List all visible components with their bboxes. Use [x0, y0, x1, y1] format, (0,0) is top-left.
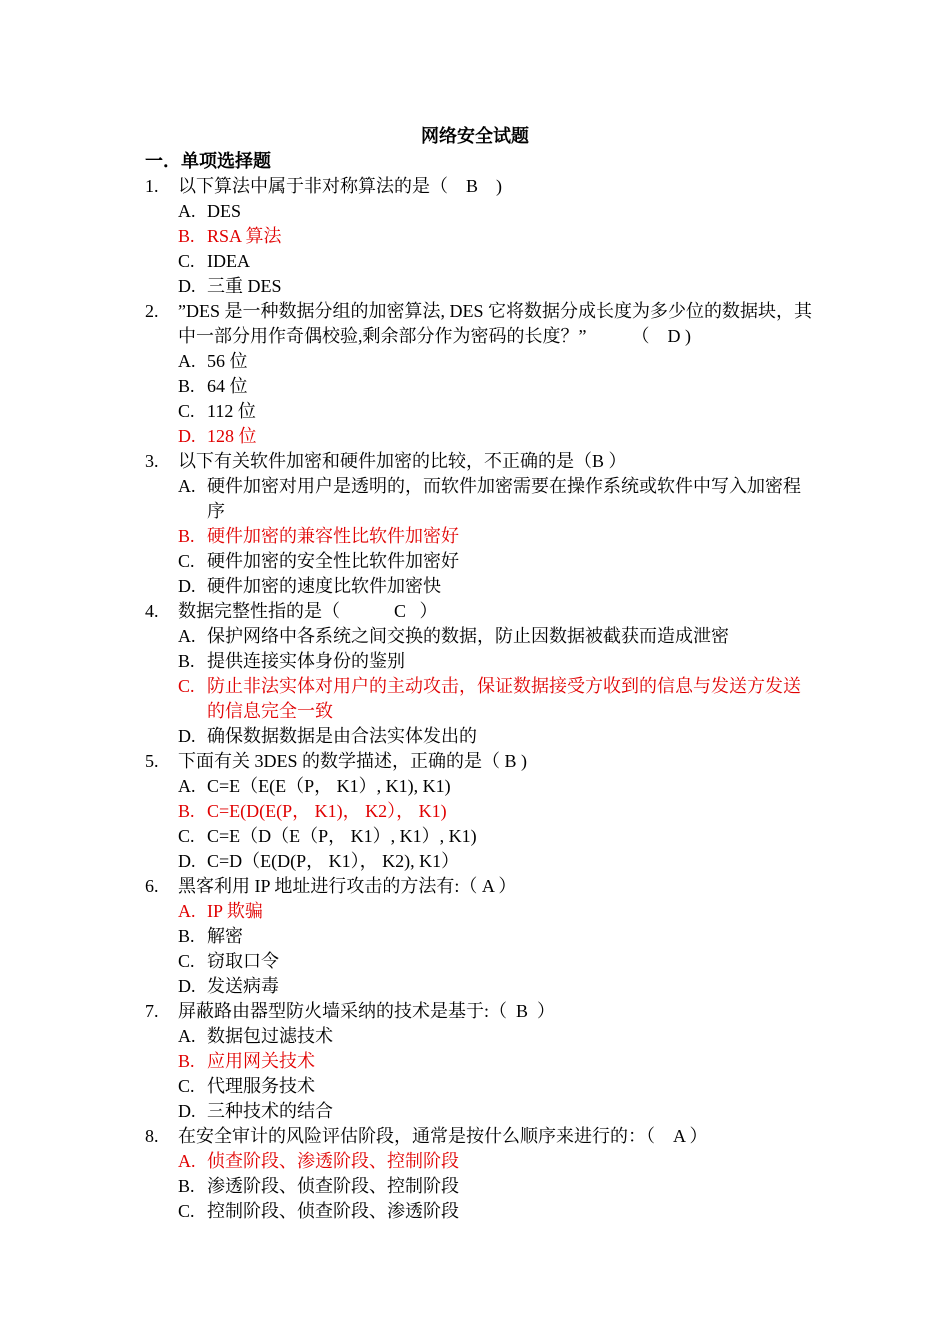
option-item	[145, 624, 815, 649]
option-text: 发送病毒	[207, 976, 279, 996]
option-text: 提供连接实体身份的鉴别	[207, 651, 405, 671]
question-number: 4.	[145, 601, 159, 621]
option-text: IDEA	[207, 251, 250, 271]
option-letter: A.	[178, 1151, 196, 1171]
option-text: 代理服务技术	[207, 1076, 315, 1096]
option-letter: B.	[178, 526, 195, 546]
option-text: 硬件加密的兼容性比软件加密好	[207, 526, 459, 546]
option-letter: B.	[178, 1176, 195, 1196]
question-item	[145, 299, 815, 349]
question-number: 7.	[145, 1001, 159, 1021]
option-item	[145, 774, 815, 799]
question-item	[145, 749, 815, 774]
section-heading: 一．单项选择题	[145, 151, 271, 171]
question-text: 在安全审计的风险评估阶段，通常是按什么顺序来进行的：（ A ）	[178, 1126, 708, 1146]
question-text: 以下算法中属于非对称算法的是（ B )	[178, 176, 502, 196]
option-item	[145, 199, 815, 224]
option-letter: B.	[178, 651, 195, 671]
option-letter: D.	[178, 1101, 196, 1121]
option-text: 数据包过滤技术	[207, 1026, 333, 1046]
option-item-correct	[145, 674, 815, 724]
option-text: 64 位	[207, 376, 248, 396]
option-item-correct	[145, 799, 815, 824]
option-letter: B.	[178, 1051, 195, 1071]
option-letter: C.	[178, 1076, 195, 1096]
option-text: 防止非法实体对用户的主动攻击，保证数据接受方收到的信息与发送方发送的信息完全一致	[207, 676, 801, 721]
option-letter: D.	[178, 726, 196, 746]
option-text: 三重 DES	[207, 276, 282, 296]
option-text: 保护网络中各系统之间交换的数据，防止因数据被截获而造成泄密	[207, 626, 729, 646]
option-letter: A.	[178, 776, 196, 796]
option-letter: B.	[178, 926, 195, 946]
option-text: 硬件加密的速度比软件加密快	[207, 576, 441, 596]
option-text: 窃取口令	[207, 951, 279, 971]
option-text: 硬件加密对用户是透明的，而软件加密需要在操作系统或软件中写入加密程序	[207, 476, 801, 521]
option-item	[145, 649, 815, 674]
option-letter: D.	[178, 976, 196, 996]
option-text: 控制阶段、侦查阶段、渗透阶段	[207, 1201, 459, 1221]
question-text: 数据完整性指的是（ C ）	[178, 601, 438, 621]
question-item	[145, 599, 815, 624]
question-text: 屏蔽路由器型防火墙采纳的技术是基于:（ B ）	[178, 1001, 556, 1021]
option-item	[145, 824, 815, 849]
question-number: 1.	[145, 176, 159, 196]
option-item-correct	[145, 224, 815, 249]
option-item	[145, 974, 815, 999]
option-item	[145, 249, 815, 274]
option-letter: A.	[178, 201, 196, 221]
option-item-correct	[145, 1149, 815, 1174]
question-item	[145, 1124, 815, 1149]
option-item	[145, 1199, 815, 1224]
option-text: 硬件加密的安全性比软件加密好	[207, 551, 459, 571]
option-text: 应用网关技术	[207, 1051, 315, 1071]
option-letter: B.	[178, 801, 195, 821]
option-item	[145, 1174, 815, 1199]
option-letter: C.	[178, 251, 195, 271]
option-item-correct	[145, 899, 815, 924]
question-list	[145, 174, 815, 1224]
option-letter: C.	[178, 676, 195, 696]
option-item	[145, 924, 815, 949]
option-text: DES	[207, 201, 242, 221]
option-letter: D.	[178, 851, 196, 871]
option-letter: A.	[178, 351, 196, 371]
option-text: 解密	[207, 926, 243, 946]
option-item-correct	[145, 524, 815, 549]
option-item	[145, 549, 815, 574]
option-item	[145, 574, 815, 599]
question-item	[145, 174, 815, 199]
option-letter: C.	[178, 951, 195, 971]
option-text: IP 欺骗	[207, 901, 263, 921]
option-item	[145, 349, 815, 374]
option-item	[145, 1074, 815, 1099]
option-letter: A.	[178, 1026, 196, 1046]
option-letter: A.	[178, 626, 196, 646]
option-item	[145, 849, 815, 874]
option-text: C=D（E(D(P， K1）， K2), K1）	[207, 851, 460, 871]
question-item	[145, 874, 815, 899]
document-title: 网络安全试题	[421, 126, 529, 146]
option-item	[145, 274, 815, 299]
question-text: 以下有关软件加密和硬件加密的比较，不正确的是（B ）	[178, 451, 627, 471]
option-item	[145, 374, 815, 399]
question-item	[145, 449, 815, 474]
question-number: 3.	[145, 451, 159, 471]
option-item-correct	[145, 1049, 815, 1074]
option-item	[145, 399, 815, 424]
question-number: 2.	[145, 301, 159, 321]
option-item	[145, 724, 815, 749]
option-text: C=E(D(E(P， K1)， K2）， K1)	[207, 801, 447, 821]
question-number: 6.	[145, 876, 159, 896]
option-item	[145, 949, 815, 974]
option-text: C=E（D（E（P， K1）, K1）, K1)	[207, 826, 477, 846]
option-text: 112 位	[207, 401, 256, 421]
question-text: 黑客利用 IP 地址进行攻击的方法有:（ A ）	[178, 876, 517, 896]
option-item-correct	[145, 424, 815, 449]
option-letter: A.	[178, 901, 196, 921]
question-text: ”DES 是一种数据分组的加密算法, DES 它将数据分成长度为多少位的数据块，其中一部分用作奇偶校验,剩余部分作为密码的长度？” （ D )	[178, 301, 812, 346]
question-item	[145, 999, 815, 1024]
question-number: 8.	[145, 1126, 159, 1146]
option-letter: D.	[178, 576, 196, 596]
option-item	[145, 1099, 815, 1124]
option-text: 确保数据数据是由合法实体发出的	[207, 726, 477, 746]
option-letter: B.	[178, 376, 195, 396]
option-letter: B.	[178, 226, 195, 246]
option-text: 侦查阶段、渗透阶段、控制阶段	[207, 1151, 459, 1171]
option-text: 56 位	[207, 351, 248, 371]
option-letter: D.	[178, 426, 196, 446]
option-item	[145, 1024, 815, 1049]
option-letter: C.	[178, 401, 195, 421]
option-text: RSA 算法	[207, 226, 282, 246]
option-letter: C.	[178, 826, 195, 846]
option-text: C=E（E(E（P， K1）, K1), K1)	[207, 776, 451, 796]
option-item	[145, 474, 815, 524]
option-text: 渗透阶段、侦查阶段、控制阶段	[207, 1176, 459, 1196]
option-text: 三种技术的结合	[207, 1101, 333, 1121]
option-letter: D.	[178, 276, 196, 296]
option-text: 128 位	[207, 426, 257, 446]
option-letter: A.	[178, 476, 196, 496]
question-number: 5.	[145, 751, 159, 771]
option-letter: C.	[178, 551, 195, 571]
option-letter: C.	[178, 1201, 195, 1221]
question-text: 下面有关 3DES 的数学描述，正确的是（ B )	[178, 751, 528, 771]
